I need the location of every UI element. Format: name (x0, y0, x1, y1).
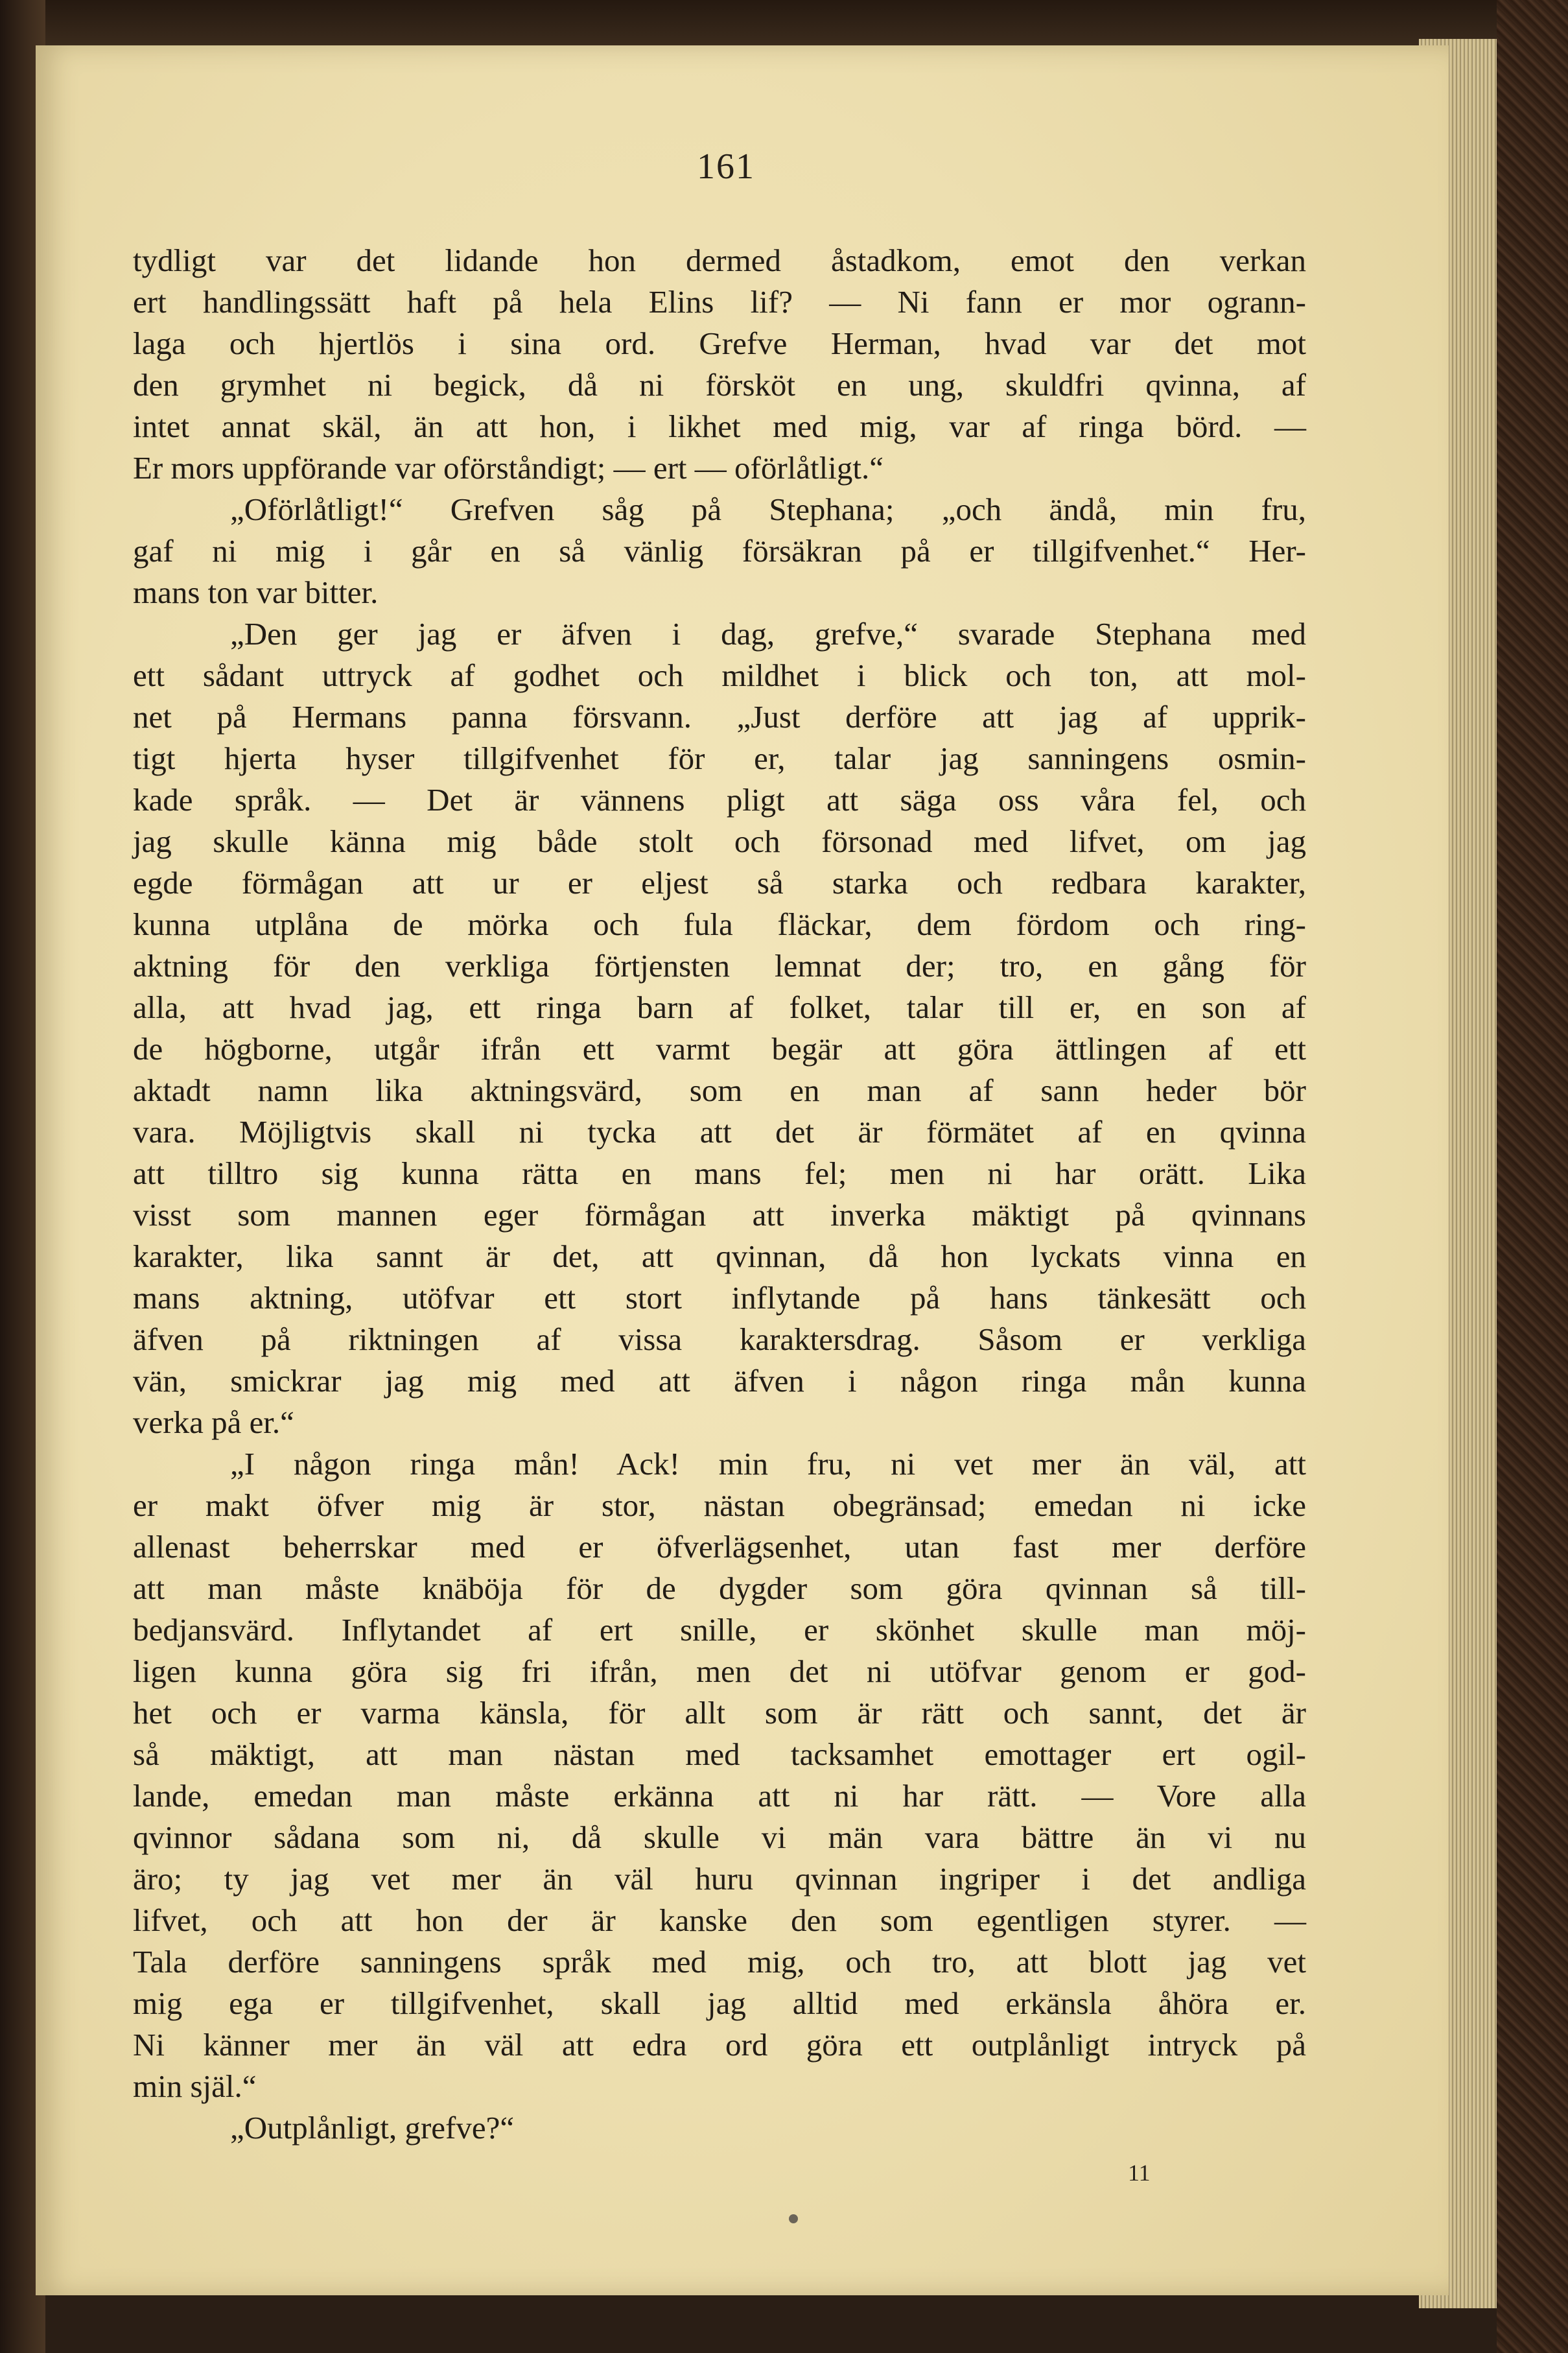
signature-mark: 11 (1128, 2160, 1151, 2186)
book-cover-top (0, 0, 1568, 45)
text-line: äro; ty jag vet mer än väl huru qvinnan ingriper i det andliga (133, 1861, 1306, 1897)
text-line: vän, smickrar jag mig med att äfven i någon ringa mån kunna (133, 1363, 1306, 1399)
text-line: Er mors uppförande var oförståndigt; — ert — oförlåtligt.“ (133, 450, 883, 486)
text-line: tigt hjerta hyser tillgifvenhet för er, talar jag sanningens osmin- (133, 740, 1306, 776)
text-line: ert handlingssätt haft på hela Elins lif? — Ni fann er mor ogrann- (133, 284, 1306, 320)
text-line: qvinnor sådana som ni, då skulle vi män vara bättre än vi nu (133, 1819, 1306, 1855)
text-line: „Outplånligt, grefve?“ (230, 2110, 515, 2146)
text-line: min själ.“ (133, 2068, 257, 2104)
text-line: er makt öfver mig är stor, nästan obegränsad; emedan ni icke (133, 1487, 1306, 1523)
text-line: ett sådant uttryck af godhet och mildhet i blick och ton, att mol- (133, 657, 1306, 693)
text-line: jag skulle känna mig både stolt och försonad med lifvet, om jag (133, 823, 1306, 859)
text-line: ligen kunna göra sig fri ifrån, men det ni utöfvar genom er god- (133, 1653, 1306, 1689)
body-text (133, 240, 1306, 2149)
text-line: visst som mannen eger förmågan att inverka mäktigt på qvinnans (133, 1197, 1306, 1233)
text-line: mig ega er tillgifvenhet, skall jag alltid med erkänsla åhöra er. (133, 1985, 1306, 2021)
text-line: lifvet, och att hon der är kanske den som egentligen styrer. — (133, 1902, 1306, 1938)
text-line: „Den ger jag er äfven i dag, grefve,“ svarade Stephana med (230, 616, 1306, 652)
text-line: aktning för den verkliga förtjensten lemnat der; tro, en gång för (133, 948, 1306, 984)
text-line: gaf ni mig i går en så vänlig försäkran på er tillgifvenhet.“ Her- (133, 533, 1306, 569)
book-cover-right (1497, 0, 1568, 2353)
text-line: tydligt var det lidande hon dermed åstadkom, emot den verkan (133, 242, 1306, 278)
page-number: 161 (697, 147, 755, 187)
text-line: lande, emedan man måste erkänna att ni har rätt. — Vore alla (133, 1778, 1306, 1814)
text-line: „Oförlåtligt!“ Grefven såg på Stephana; „och ändå, min fru, (230, 491, 1306, 527)
ink-spot (789, 2214, 798, 2223)
text-line: den grymhet ni begick, då ni försköt en ung, skuldfri qvinna, af (133, 367, 1306, 403)
text-line: äfven på riktningen af vissa karaktersdrag. Såsom er verkliga (133, 1321, 1306, 1357)
text-line: kunna utplåna de mörka och fula fläckar, dem fördom och ring- (133, 906, 1306, 942)
text-line: allenast beherrskar med er öfverlägsenhet, utan fast mer derföre (133, 1529, 1306, 1565)
text-line: „I någon ringa mån! Ack! min fru, ni vet mer än väl, att (230, 1446, 1306, 1482)
text-line: de högborne, utgår ifrån ett varmt begär att göra ättlingen af ett (133, 1031, 1306, 1067)
text-line: het och er varma känsla, för allt som är rätt och sannt, det är (133, 1695, 1306, 1731)
text-line: kade språk. — Det är vännens pligt att säga oss våra fel, och (133, 782, 1306, 818)
text-line: att tilltro sig kunna rätta en mans fel; men ni har orätt. Lika (133, 1155, 1306, 1191)
text-line: att man måste knäböja för de dygder som göra qvinnan så till- (133, 1570, 1306, 1606)
text-line: aktadt namn lika aktningsvärd, som en man af sann heder bör (133, 1072, 1306, 1108)
book-page (36, 45, 1449, 2295)
text-line: laga och hjertlös i sina ord. Grefve Herman, hvad var det mot (133, 325, 1306, 361)
text-line: alla, att hvad jag, ett ringa barn af folket, talar till er, en son af (133, 989, 1306, 1025)
text-line: vara. Möjligtvis skall ni tycka att det är förmätet af en qvinna (133, 1114, 1306, 1150)
text-line: net på Hermans panna försvann. „Just derföre att jag af upprik- (133, 699, 1306, 735)
text-line: mans ton var bitter. (133, 574, 379, 610)
text-line: bedjansvärd. Inflytandet af ert snille, er skönhet skulle man möj- (133, 1612, 1306, 1648)
text-line: intet annat skäl, än att hon, i likhet med mig, var af ringa börd. — (133, 408, 1306, 444)
text-line: Tala derföre sanningens språk med mig, och tro, att blott jag vet (133, 1944, 1306, 1980)
text-line: så mäktigt, att man nästan med tacksamhet emottager ert ogil- (133, 1736, 1306, 1772)
text-line: egde förmågan att ur er eljest så starka och redbara karakter, (133, 865, 1306, 901)
text-line: verka på er.“ (133, 1404, 294, 1440)
text-line: mans aktning, utöfvar ett stort inflytande på hans tänkesätt och (133, 1280, 1306, 1316)
text-line: Ni känner mer än väl att edra ord göra ett outplånligt intryck på (133, 2027, 1306, 2063)
text-line: karakter, lika sannt är det, att qvinnan, då hon lyckats vinna en (133, 1238, 1306, 1274)
